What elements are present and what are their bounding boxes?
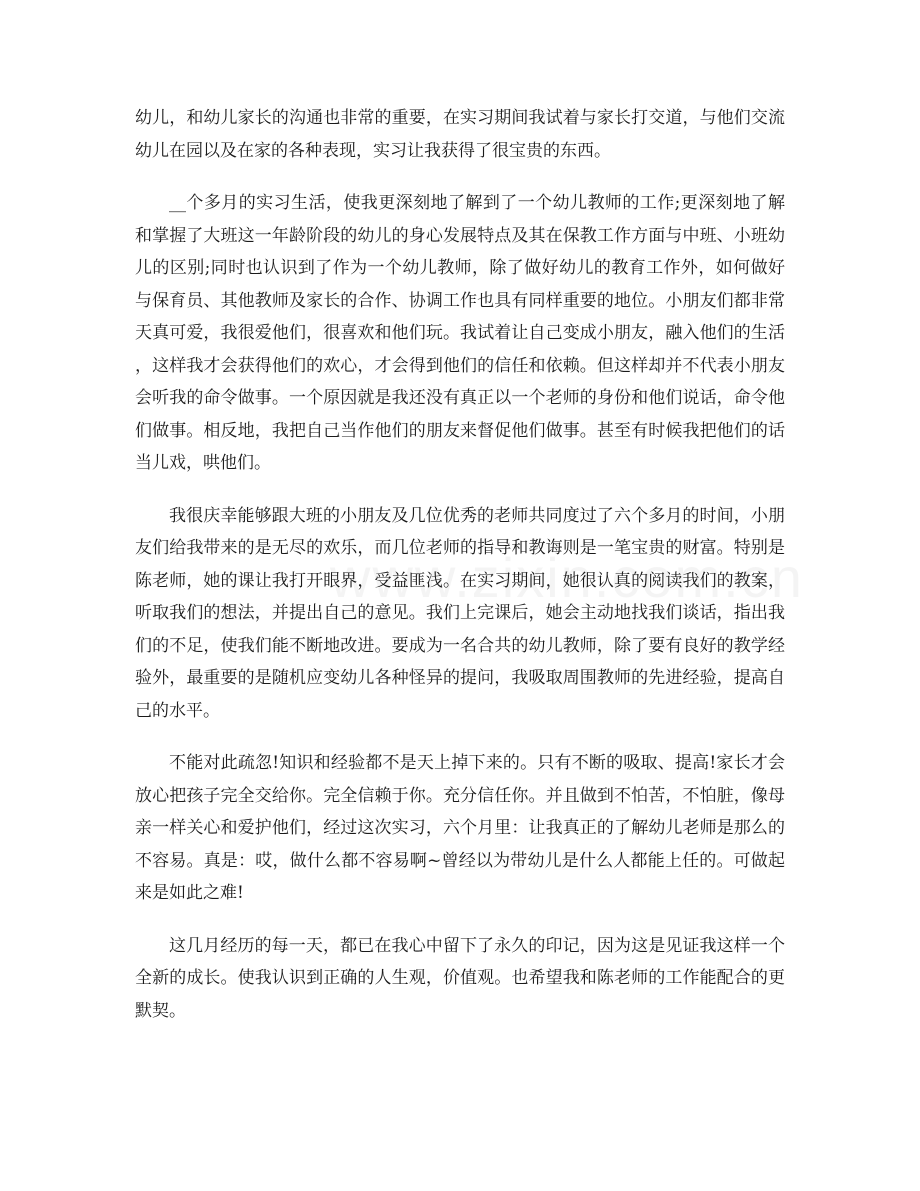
paragraph-5: 这几月经历的每一天，都已在我心中留下了永久的印记，因为这是见证我这样一个全新的成长。使我认识到正确的人生观，价值观。也希望我和陈老师的工作能配合的更默契。: [135, 935, 785, 1021]
paragraph-2: __个多月的实习生活，使我更深刻地了解到了一个幼儿教师的工作;更深刻地了解和掌握了大班这一年龄阶段的幼儿的身心发展特点及其在保教工作方面与中班、小班幼儿的区别;同时也认识到了作为一个幼儿教师，除了做好幼儿的教育工作外，如何做好与保育员、其他教师及家长的合作、协调工作也具有同样重要的地位。小朋友们都非常天真可爱，我很爱他们，很喜欢和他们玩。我试着让自己变成小朋友，融入他们的生活，这样我才会获得他们的欢心，才会得到他们的信任和依赖。但这样却并不代表小朋友会听我的命令做事。一个原因就是我还没有真正以一个老师的身份和他们说话，命令他们做事。相反地，我把自己当作他们的朋友来督促他们做事。甚至有时候我把他们的话当儿戏，哄他们。: [135, 193, 785, 473]
paragraph-1: 幼儿，和幼儿家长的沟通也非常的重要，在实习期间我试着与家长打交道，与他们交流幼儿在园以及在家的各种表现，实习让我获得了很宝贵的东西。: [135, 108, 785, 161]
paragraph-3: 我很庆幸能够跟大班的小朋友及几位优秀的老师共同度过了六个多月的时间，小朋友们给我带来的是无尽的欢乐，而几位老师的指导和教诲则是一笔宝贵的财富。特别是陈老师，她的课让我打开眼界，受益匪浅。在实习期间，她很认真的阅读我们的教案，听取我们的想法，并提出自己的意见。我们上完课后，她会主动地找我们谈话，指出我们的不足，使我们能不断地改进。要成为一名合共的幼儿教师，除了要有良好的教学经验外，最重要的是随机应变幼儿各种怪异的提问，我吸取周围教师的先进经验，提高自己的水平。: [135, 505, 785, 721]
document-body: [135, 102, 785, 1047]
paragraph-4: 不能对此疏忽!知识和经验都不是天上掉下来的。只有不断的吸取、提高!家长才会放心把孩子完全交给你。完全信赖于你。充分信任你。并且做到不怕苦，不怕脏，像母亲一样关心和爱护他们，经过这次实习，六个月里：让我真正的了解幼儿老师是那么的不容易。真是：哎，做什么都不容易啊~曾经以为带幼儿是什么人都能上任的。可做起来是如此之难!: [135, 753, 785, 903]
